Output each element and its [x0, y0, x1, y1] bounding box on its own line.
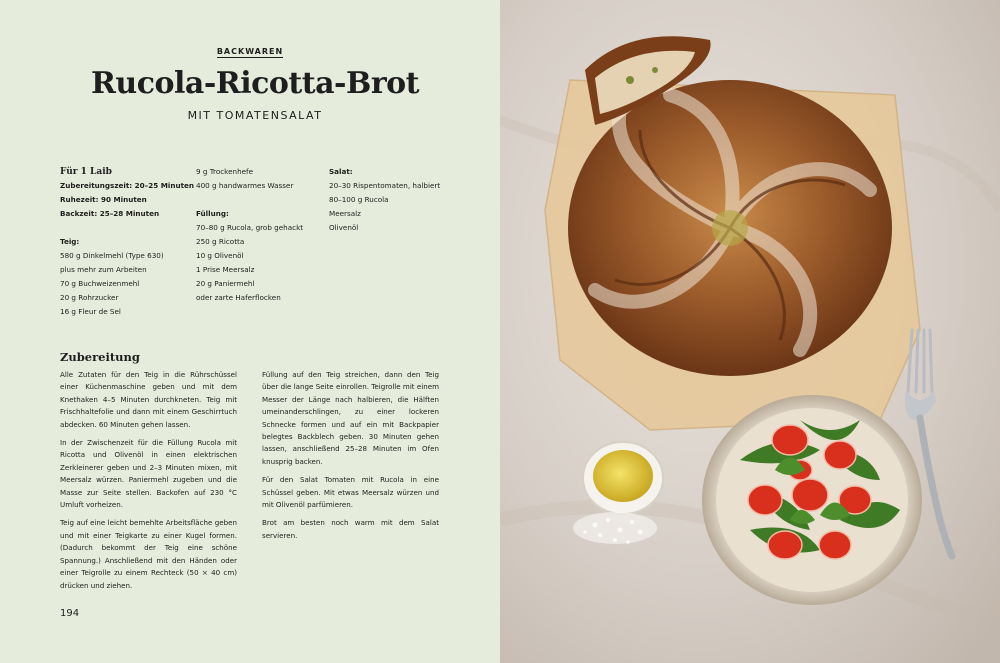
ingredient-item: 20–30 Rispentomaten, halbiert: [329, 181, 441, 190]
ingredient-item: Meersalz: [329, 209, 361, 218]
bread-loaf: [568, 80, 892, 376]
ingredient-item: Olivenöl: [329, 223, 359, 232]
recipe-title: Rucola-Ricotta-Brot: [90, 66, 420, 101]
method-column-2: [262, 369, 439, 548]
ingredients-column-1: [60, 165, 195, 319]
teig-heading: Teig:: [60, 237, 80, 246]
ingredient-item: 9 g Trockenhefe: [196, 167, 253, 176]
prep-time: Zubereitungszeit: 20–25 Minuten: [60, 181, 195, 190]
bake-time: Backzeit: 25–28 Minuten: [60, 209, 160, 218]
salat-heading: Salat:: [329, 167, 353, 176]
ingredient-item: 80–100 g Rucola: [329, 195, 389, 204]
zubereitung-heading: Zubereitung: [60, 350, 140, 364]
method-paragraph: Für den Salat Tomaten mit Rucola in eine Schüssel geben. Mit etwas Meersalz würzen und mit Olivenöl parfümieren.: [262, 475, 439, 510]
ingredient-item: 16 g Fleur de Sel: [60, 307, 121, 316]
food-photo-illustration: [500, 0, 1000, 663]
rest-time: Ruhezeit: 90 Minuten: [60, 195, 147, 204]
method-paragraph: Teig auf eine leicht bemehlte Arbeitsfläche geben und mit einer Teigkarte zu einer Kugel formen. (Dadurch bekommt der Teig eine schöne Spannung.) Anschließend mit den Händen oder einer Teigrolle zu einem Rechteck (50 × 40 cm) drücken und ziehen.: [60, 518, 237, 590]
ingredient-item: 70 g Buchweizenmehl: [60, 279, 140, 288]
ingredient-item: 250 g Ricotta: [196, 237, 245, 246]
ingredient-item: 20 g Rohrzucker: [60, 293, 119, 302]
fuellung-heading: Füllung:: [196, 209, 229, 218]
ingredient-item: 20 g Paniermehl: [196, 279, 255, 288]
salad-bowl: [702, 395, 922, 605]
ingredient-item: 1 Prise Meersalz: [196, 265, 255, 274]
ingredient-item: 70–80 g Rucola, grob gehackt: [196, 223, 304, 232]
sea-salt: [573, 512, 657, 544]
olive-oil-dish: [583, 442, 663, 514]
ingredients-column-2: [196, 165, 326, 305]
ingredient-item: 400 g handwarmes Wasser: [196, 181, 294, 190]
method-paragraph: Brot am besten noch warm mit dem Salat servieren.: [262, 518, 439, 540]
method-paragraph: In der Zwischenzeit für die Füllung Rucola mit Ricotta und Olivenöl in einen elektrischen Zerkleinerer geben und 2–3 Minuten mixen, mit Meersalz würzen. Paniermehl zugeben und die Masse zur Seite stellen. Backofen auf 230 °C Umluft vorheizen.: [60, 438, 237, 510]
food-photo: [500, 0, 1000, 663]
ingredients-column-3: [329, 165, 459, 235]
ingredient-item: 580 g Dinkelmehl (Type 630): [60, 251, 164, 260]
method-paragraph: Füllung auf den Teig streichen, dann den Teig über die lange Seite einrollen. Teigrolle mit einem Messer der Länge nach halbieren, die Hälften umeinanderschlingen, zu einer lockeren Schnecke formen und auf ein mit Backpapier belegtes Backblech geben. 30 Minuten gehen lassen, anschließend 25–28 Minuten im Ofen knusprig backen.: [262, 370, 439, 466]
ingredient-item: oder zarte Haferflocken: [196, 293, 281, 302]
method-column-1: [60, 369, 237, 598]
section-label: BACKWAREN: [216, 47, 284, 56]
yield-heading: Für 1 Laib: [60, 167, 112, 177]
method-paragraph: Alle Zutaten für den Teig in die Rührschüssel einer Küchenmaschine geben und mit dem Knethaken 4–5 Minuten durchkneten. Teig mit Frischhaltefolie und dann mit einem Geschirrtuch abdecken. 60 Minuten gehen lassen.: [60, 370, 237, 429]
recipe-subtitle: MIT TOMATENSALAT: [187, 109, 323, 122]
ingredient-item: 10 g Olivenöl: [196, 251, 244, 260]
page-number: 194: [60, 608, 80, 619]
ingredient-item: plus mehr zum Arbeiten: [60, 265, 147, 274]
